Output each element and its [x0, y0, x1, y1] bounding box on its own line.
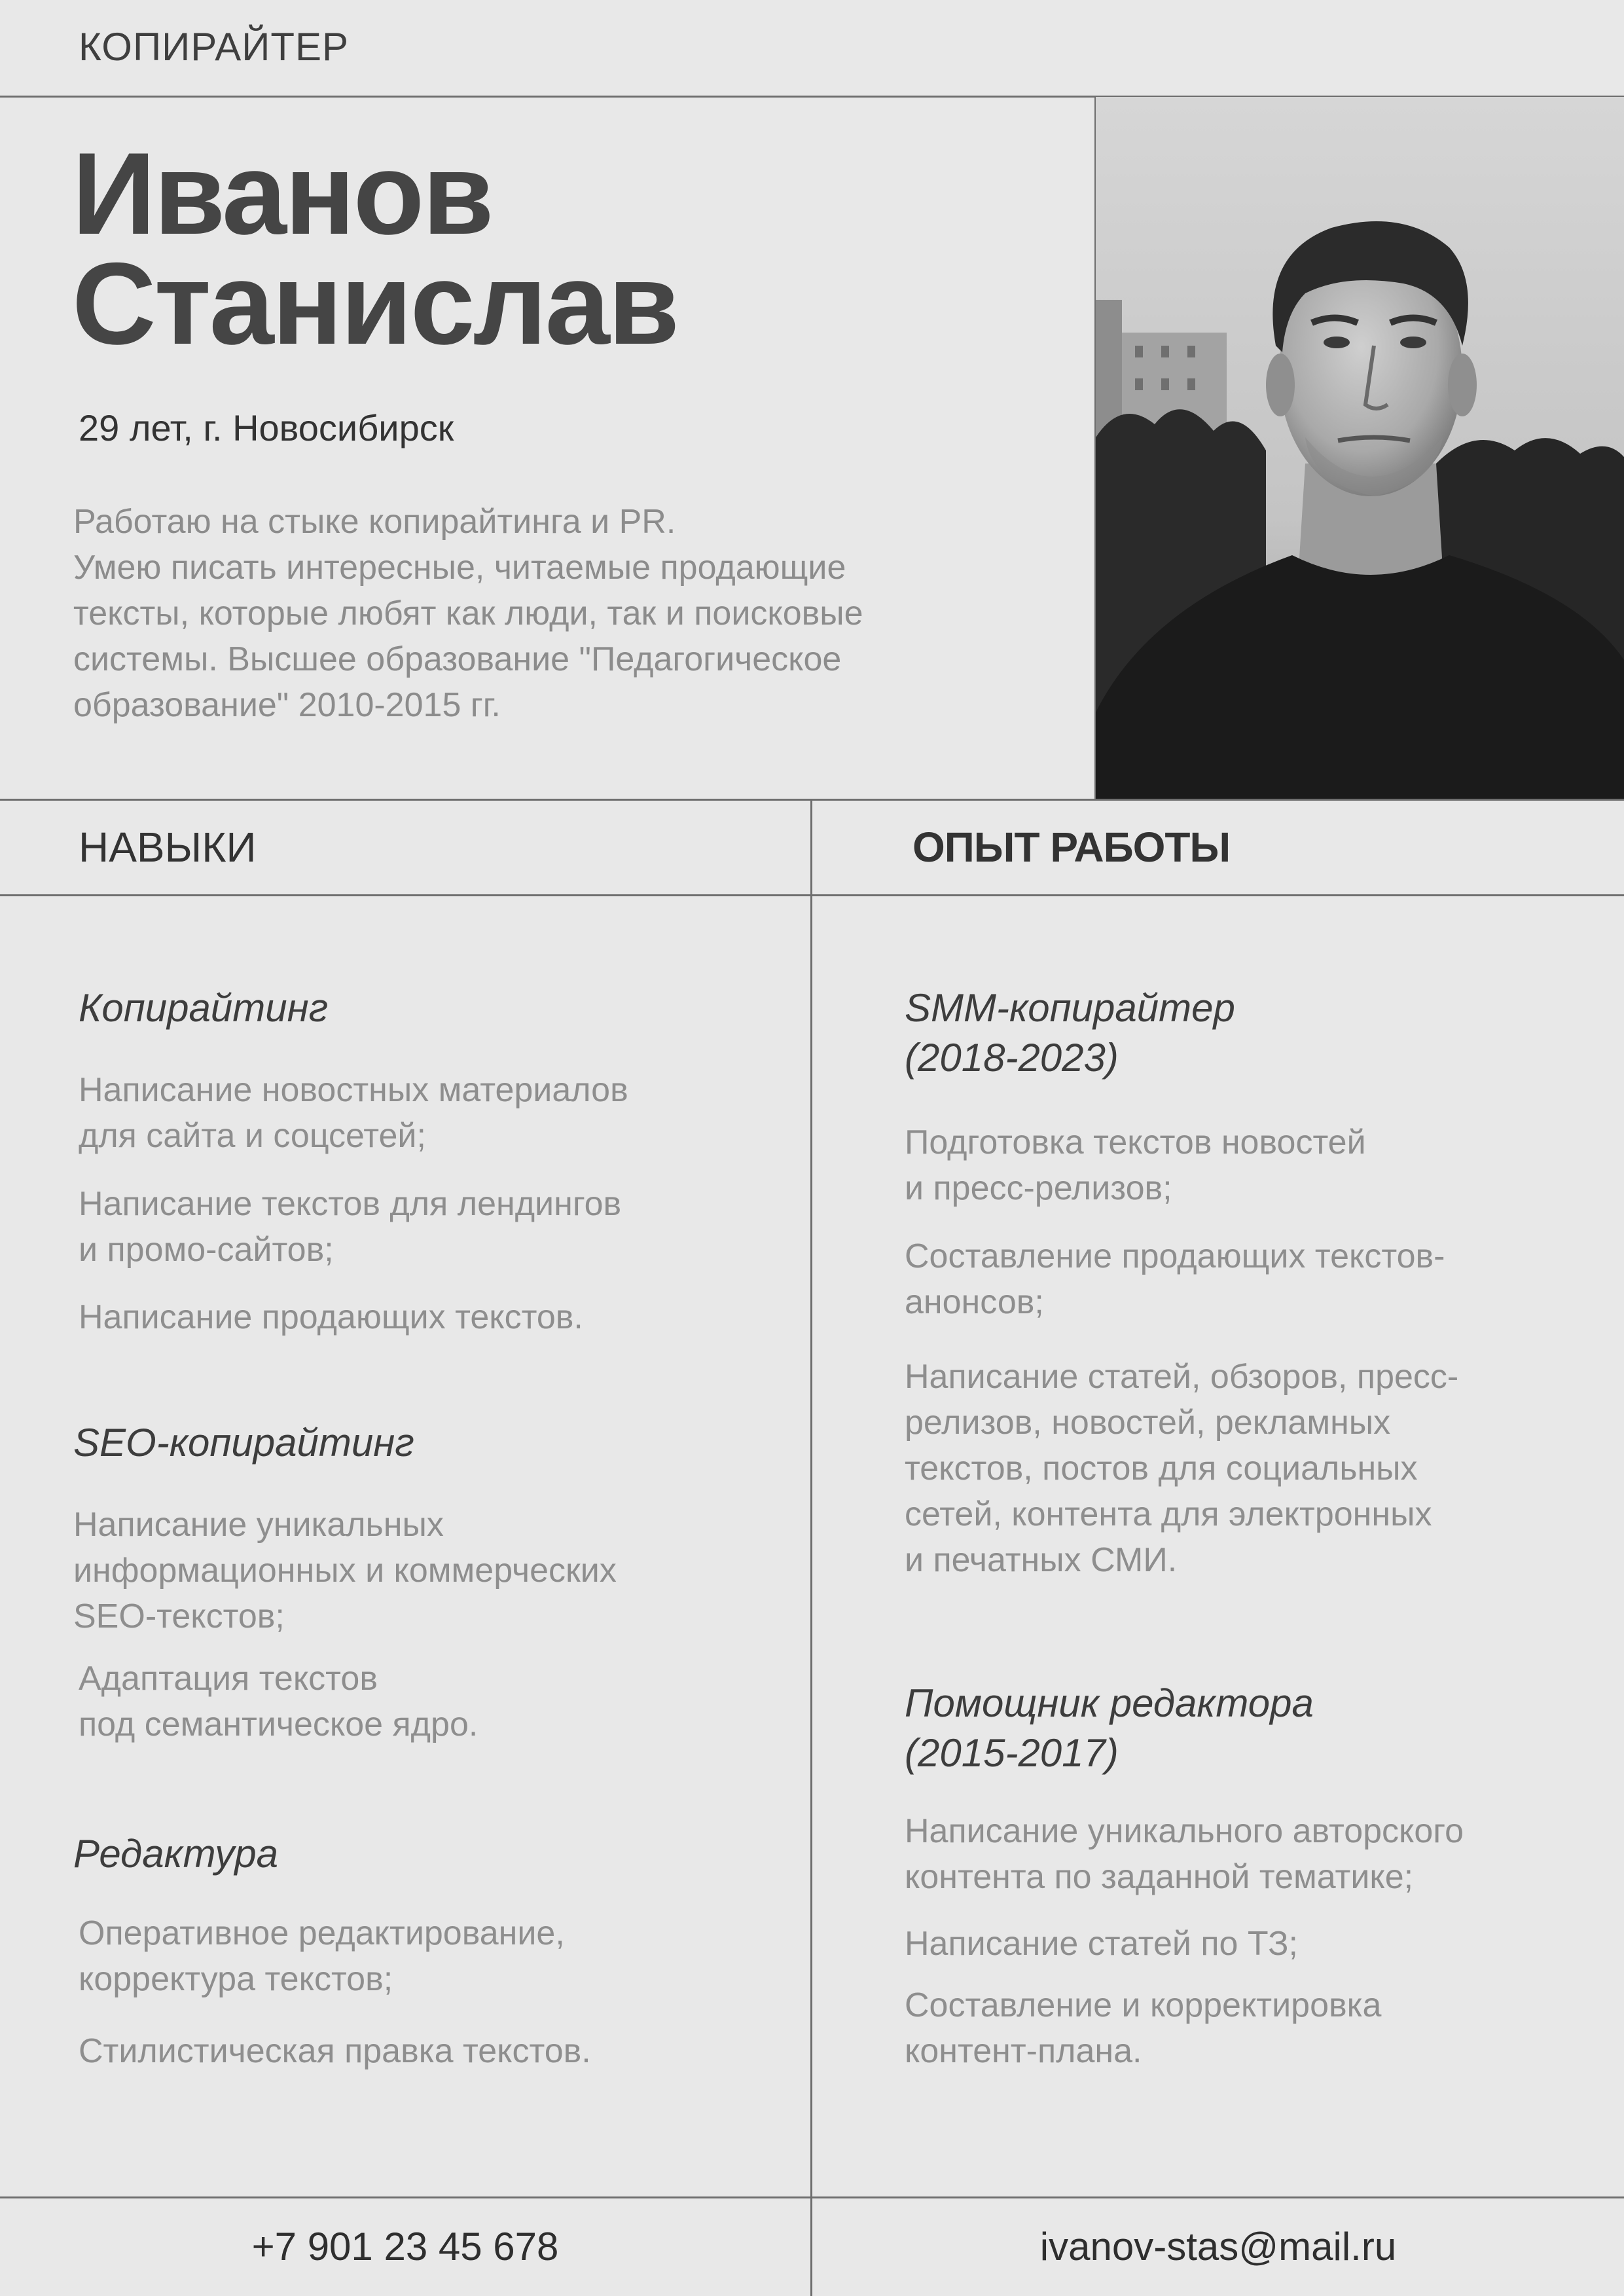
job-title-period: SMM-копирайтер (2018-2023) [905, 986, 1235, 1080]
job-title: КОПИРАЙТЕР [79, 25, 350, 69]
skill-item: Стилистическая правка текстов. [79, 2032, 591, 2070]
phone-number[interactable]: +7 901 23 45 678 [251, 2225, 559, 2269]
skill-group-title: SEO-копирайтинг [73, 1421, 414, 1465]
skill-group-title: Копирайтинг [79, 986, 329, 1030]
skill-item: Написание продающих текстов. [79, 1298, 583, 1336]
skill-group-title: Редактура [73, 1832, 278, 1876]
job-duty: Подготовка текстов новостей и пресс-релизов; [905, 1123, 1366, 1207]
skill-item: Написание текстов для лендингов и промо-сайтов; [79, 1185, 622, 1269]
experience-heading: ОПЫТ РАБОТЫ [912, 824, 1231, 871]
skill-item: Написание новостных материалов для сайта и соцсетей; [79, 1071, 628, 1155]
portrait-photo [1096, 97, 1624, 799]
job-duty: Написание уникального авторского контента по заданной тематике; [905, 1812, 1464, 1896]
email-address[interactable]: ivanov-stas@mail.ru [1039, 2225, 1397, 2269]
divider-columns [810, 799, 812, 2296]
job-duty: Составление и корректировка контент-плана. [905, 1986, 1382, 2070]
about-text: Работаю на стыке копирайтинга и PR. Умею писать интересные, читаемые продающие тексты, которые любят как люди, так и поисковые системы. Высшее образование "Педагогическое образование" 2010-2015 гг. [73, 503, 863, 724]
person-name [72, 128, 678, 369]
first-name: Станислав [72, 238, 678, 369]
job-duty: Написание статей, обзоров, пресс- релизов, новостей, рекламных текстов, постов для социальных сетей, контента для электронных и печатных СМИ. [905, 1358, 1459, 1579]
job-title-period: Помощник редактора (2015-2017) [905, 1681, 1314, 1775]
skill-item: Адаптация текстов под семантическое ядро. [79, 1660, 478, 1743]
skill-item: Оперативное редактирование, корректура текстов; [79, 1914, 565, 1998]
skills-heading: НАВЫКИ [79, 824, 257, 871]
job-duty: Написание статей по ТЗ; [905, 1925, 1298, 1963]
last-name: Иванов [72, 128, 492, 259]
age-city: 29 лет, г. Новосибирск [79, 407, 454, 448]
portrait-illustration [1096, 97, 1624, 799]
job-duty: Составление продающих текстов- анонсов; [905, 1237, 1445, 1321]
skill-item: Написание уникальных информационных и коммерческих SEO-текстов; [73, 1506, 617, 1635]
